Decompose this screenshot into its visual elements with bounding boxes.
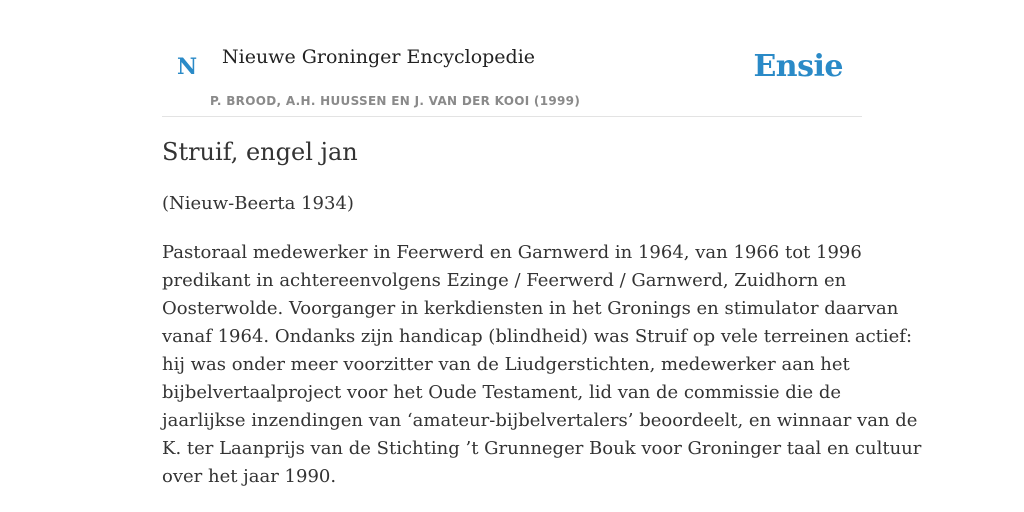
entry-subtitle: (Nieuw-Beerta 1934) <box>162 193 354 214</box>
body-line: predikant in achtereenvolgens Ezinge / Feerwerd / Garnwerd, Zuidhorn en <box>162 270 847 291</box>
entry-title: Struif, engel jan <box>162 138 358 166</box>
entry-body <box>162 239 922 491</box>
book-icon[interactable]: N <box>177 54 198 80</box>
body-line: Oosterwolde. Voorganger in kerkdiensten in het Gronings en stimulator daarvan <box>162 298 899 319</box>
body-line: over het jaar 1990. <box>162 466 337 487</box>
body-line: hij was onder meer voorzitter van de Liudgerstichten, medewerker aan het <box>162 354 850 375</box>
book-authors: P. BROOD, A.H. HUUSSEN EN J. VAN DER KOOI (1999) <box>210 94 581 108</box>
book-title-link[interactable]: Nieuwe Groninger Encyclopedie <box>222 46 536 68</box>
book-header <box>162 0 862 117</box>
brand-logo[interactable]: Ensie <box>753 49 843 84</box>
body-line: bijbelvertaalproject voor het Oude Testament, lid van de commissie die de <box>162 382 842 403</box>
body-line: K. ter Laanprijs van de Stichting ’t Grunneger Bouk voor Groninger taal en cultuur <box>162 438 922 459</box>
body-line: vanaf 1964. Ondanks zijn handicap (blindheid) was Struif op vele terreinen actief: <box>162 326 913 347</box>
body-line: jaarlijkse inzendingen van ‘amateur-bijbelvertalers’ beoordeelt, en winnaar van de <box>162 410 918 431</box>
page <box>162 0 922 487</box>
body-line: Pastoraal medewerker in Feerwerd en Garnwerd in 1964, van 1966 tot 1996 <box>162 242 862 263</box>
